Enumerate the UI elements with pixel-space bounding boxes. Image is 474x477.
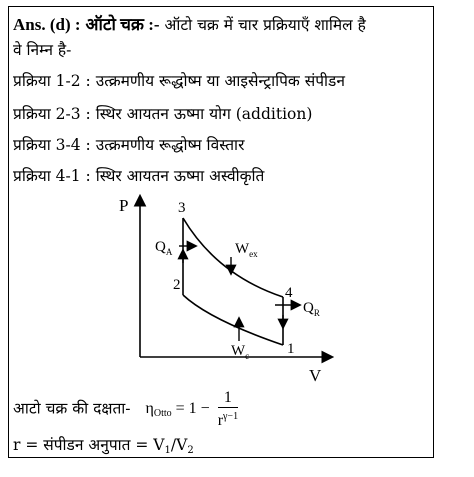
process-1-2: [13, 69, 345, 91]
compression-curve: [183, 295, 283, 345]
fraction-numerator: 1: [218, 389, 238, 408]
process-label: प्रक्रिया 4-1 :: [13, 167, 91, 185]
point-4-label: 4: [285, 285, 293, 301]
v-axis-label: V: [309, 366, 322, 385]
process-text: स्थिर आयतन ऊष्मा योग (addition): [95, 105, 313, 123]
process-label: प्रक्रिया 3-4 :: [13, 136, 91, 154]
eta-subscript: Otto: [153, 408, 172, 420]
ratio-sub-2: 2: [187, 445, 194, 456]
p-axis-label: P: [119, 196, 129, 215]
answer-label: Ans. (d) :: [13, 15, 81, 34]
pv-diagram: [105, 185, 355, 385]
ratio-sub-1: 1: [164, 445, 171, 456]
process-4-1: [13, 164, 264, 186]
fraction-denominator: [218, 408, 238, 430]
efficiency-formula: [145, 389, 238, 430]
compression-ratio-line: [13, 433, 194, 456]
efficiency-label: आटो चक्र की दक्षता-: [13, 399, 131, 418]
process-text: उत्क्रमणीय रूद्धोष्म या आइसेन्ट्रापिक संपीडन: [95, 72, 345, 90]
denominator-exponent: γ−1: [223, 411, 239, 422]
wc-label: $W_c$: [231, 343, 250, 361]
process-label: प्रक्रिया 1-2 :: [13, 72, 91, 90]
efficiency-line: [13, 389, 238, 430]
denominator-base: r: [217, 412, 224, 429]
point-3-label: 3: [178, 200, 186, 216]
fraction: [218, 389, 238, 430]
qa-label: $Q_A$: [155, 239, 173, 257]
process-text: स्थिर आयतन ऊष्मा अस्वीकृति: [95, 167, 265, 185]
ratio-mid: /V: [170, 436, 188, 454]
point-2-label: 2: [173, 277, 181, 293]
process-3-4: [13, 133, 244, 155]
topic-label: ऑटो चक्र :-: [85, 15, 160, 34]
intro-text: ऑटो चक्र में चार प्रक्रियाएँ शामिल है: [164, 16, 366, 34]
process-text: उत्क्रमणीय रूद्धोष्म विस्तार: [95, 136, 245, 154]
intro-continued: वे निम्न है-: [13, 41, 72, 59]
ratio-lhs: r = संपीडन अनुपात = V: [13, 436, 165, 454]
equals-one-minus: = 1 −: [175, 400, 210, 418]
answer-box: [8, 6, 434, 458]
qr-label: $Q_R$: [303, 300, 320, 318]
process-label: प्रक्रिया 2-3 :: [13, 105, 91, 123]
point-1-label: 1: [287, 341, 295, 357]
process-2-3: [13, 102, 312, 124]
expansion-curve: [183, 218, 283, 297]
answer-heading: [13, 12, 366, 35]
eta-symbol: η: [145, 400, 154, 418]
top-edge-cut: [9, 7, 433, 9]
wex-label: $W_{ex}$: [235, 241, 258, 259]
